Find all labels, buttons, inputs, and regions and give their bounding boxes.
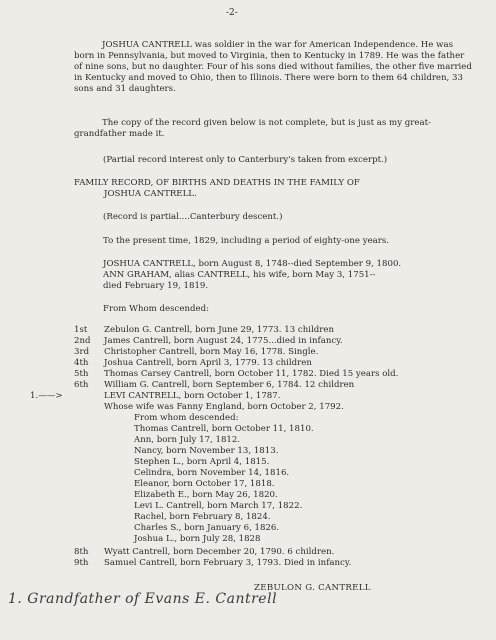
son-entry: Wyatt Cantrell, born December 20, 1790. 6 children.: [104, 547, 335, 557]
list-item: [0, 369, 496, 380]
child-entry: Rachel, born February 8, 1824.: [134, 512, 271, 522]
son-entry: William G. Cantrell, born September 6, 1784. 12 children: [104, 380, 355, 390]
parents-line-2: ANN GRAHAM, alias CANTRELL, his wife, born May 3, 1751--: [103, 270, 376, 280]
list-item: [0, 336, 496, 347]
signature: ZEBULON G. CANTRELL: [254, 583, 371, 593]
son-ordinal: 2nd: [74, 336, 91, 346]
son-ordinal: 8th: [74, 547, 89, 557]
son-entry: Christopher Cantrell, born May 16, 1778. Single.: [104, 347, 319, 357]
child-entry: Joshua L., born July 28, 1828: [134, 534, 261, 544]
list-item: [0, 358, 496, 369]
son-ordinal: 9th: [74, 558, 89, 568]
list-item: [0, 347, 496, 358]
child-entry: Nancy, born November 13, 1813.: [134, 446, 279, 456]
descended-label: From Whom descended:: [103, 304, 209, 314]
list-item: [0, 380, 496, 391]
child-entry: Eleanor, born October 17, 1818.: [134, 479, 275, 489]
son-entry: Samuel Cantrell, born February 3, 1793. Died in infancy.: [104, 558, 352, 568]
son-entry: LEVI CANTRELL, born October 1, 1787.: [104, 391, 281, 401]
list-item: [0, 325, 496, 336]
parents-line-1: JOSHUA CANTRELL, born August 8, 1748--died September 9, 1800.: [103, 259, 402, 269]
son-ordinal: 4th: [74, 358, 89, 368]
child-entry: Elizabeth E., born May 26, 1820.: [134, 490, 278, 500]
son-entry: Zebulon G. Cantrell, born June 29, 1773. 13 children: [104, 325, 335, 335]
son-ordinal: 3rd: [74, 347, 90, 357]
page-number: -2-: [226, 8, 238, 18]
children-label: From whom descended:: [134, 413, 239, 423]
handwritten-arrow-mark: 1.——>: [30, 391, 63, 401]
present-time-line: To the present time, 1829, including a period of eighty-one years.: [103, 236, 390, 246]
son-entry: James Cantrell, born August 24, 1775...died in infancy.: [104, 336, 343, 346]
heading-line-1: FAMILY RECORD, OF BIRTHS AND DEATHS IN THE FAMILY OF: [74, 178, 360, 188]
son-ordinal: 6th: [74, 380, 89, 390]
son-entry: Joshua Cantrell, born April 3, 1779. 13 children: [104, 358, 312, 368]
parents-line-3: died February 19, 1819.: [103, 281, 209, 291]
heading-line-2: JOSHUA CANTRELL.: [104, 189, 197, 199]
wife-line: Whose wife was Fanny England, born October 2, 1792.: [104, 402, 344, 412]
child-entry: Ann, born July 17, 1812.: [134, 435, 241, 445]
son-ordinal: 5th: [74, 369, 89, 379]
child-entry: Levi L. Cantrell, born March 17, 1822.: [134, 501, 303, 511]
child-entry: Celindra, born November 14, 1816.: [134, 468, 290, 478]
handwritten-note: 1. Grandfather of Evans E. Cantrell: [8, 591, 278, 607]
intro-paragraph: JOSHUA CANTRELL was soldier in the war for American Independence. He was born in Pennsylvania, but moved to Virginia, then to Kentucky in 1789. He was the father of nine sons, but no daughter. Four of his sons died without families, the other five married in Kentucky and moved to Ohio, then to Illinois. There were born to them 64 children, 33 sons and 31 daughters.: [74, 40, 472, 94]
copy-note: The copy of the record given below is not complete, but is just as my great-grandfather made it.: [74, 118, 431, 139]
child-entry: Charles S., born January 6, 1826.: [134, 523, 280, 533]
record-partial-note: (Record is partial....Canterbury descent.): [103, 212, 283, 222]
list-item: [0, 391, 496, 402]
child-entry: Stephen L., born April 4, 1815.: [134, 457, 270, 467]
list-item: [0, 547, 496, 558]
child-entry: Thomas Cantrell, born October 11, 1810.: [134, 424, 314, 434]
partial-note: (Partial record interest only to Canterbury's taken from excerpt.): [103, 155, 388, 165]
son-ordinal: 1st: [74, 325, 88, 335]
son-entry: Thomas Carsey Cantrell, born October 11, 1782. Died 15 years old.: [104, 369, 399, 379]
list-item: [0, 558, 496, 569]
